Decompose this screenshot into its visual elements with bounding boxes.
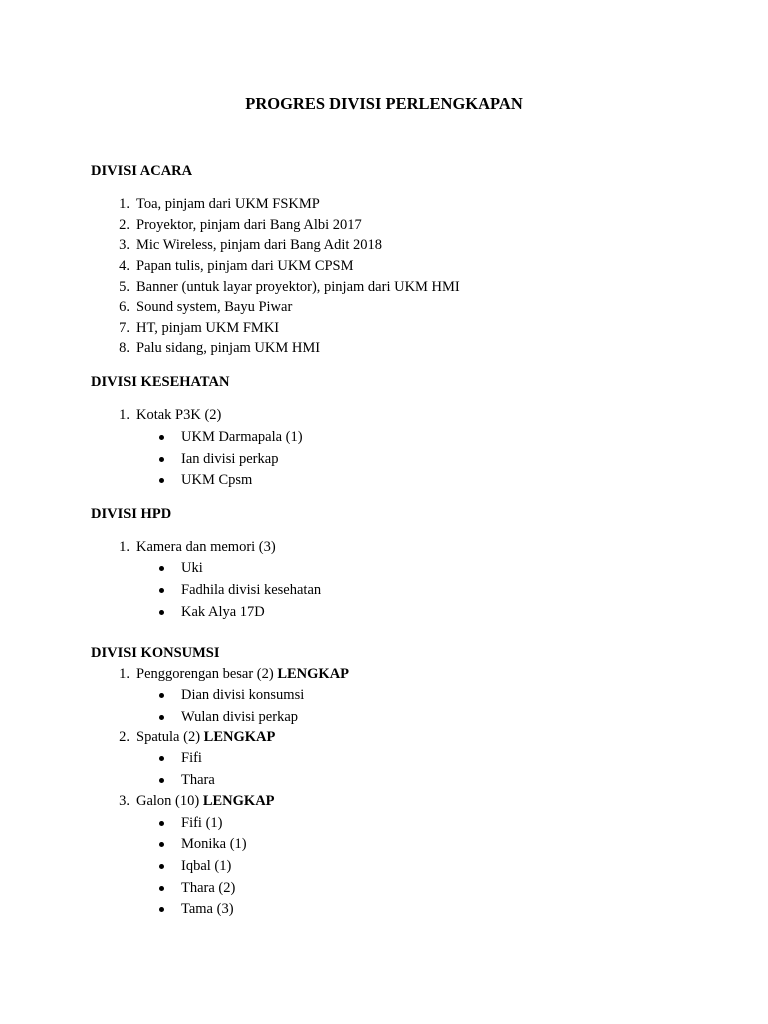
bullet-icon	[159, 821, 164, 826]
bullet-item	[0, 429, 768, 446]
list-item	[0, 666, 768, 683]
item-text: Papan tulis, pinjam dari UKM CPSM	[136, 258, 354, 274]
bullet-text: Thara (2)	[181, 880, 236, 896]
list-item	[0, 258, 768, 275]
item-number: 1.	[119, 666, 130, 682]
bullet-icon	[159, 715, 164, 720]
item-number: 5.	[119, 279, 130, 295]
item-text: Proyektor, pinjam dari Bang Albi 2017	[136, 217, 362, 233]
bullet-item	[0, 709, 768, 726]
item-text: Penggorengan besar (2)	[136, 666, 274, 682]
bullet-item	[0, 582, 768, 599]
bullet-text: Fifi (1)	[181, 815, 223, 831]
bullet-icon	[159, 864, 164, 869]
bullet-text: Fifi	[181, 750, 202, 766]
item-number: 1.	[119, 539, 130, 555]
section-heading-konsumsi: DIVISI KONSUMSI	[91, 645, 220, 661]
item-text: Sound system, Bayu Piwar	[136, 299, 293, 315]
bullet-icon	[159, 588, 164, 593]
bullet-text: Fadhila divisi kesehatan	[181, 582, 322, 598]
item-text: Kotak P3K (2)	[136, 407, 222, 423]
item-number: 2.	[119, 729, 130, 745]
item-text: HT, pinjam UKM FMKI	[136, 320, 280, 336]
bullet-text: Dian divisi konsumsi	[181, 687, 305, 703]
item-text: Kamera dan memori (3)	[136, 539, 276, 555]
bullet-icon	[159, 907, 164, 912]
bullet-item	[0, 880, 768, 897]
bullet-icon	[159, 478, 164, 483]
bullet-item	[0, 451, 768, 468]
item-text: Toa, pinjam dari UKM FSKMP	[136, 196, 320, 212]
bullet-icon	[159, 435, 164, 440]
bullet-text: Wulan divisi perkap	[181, 709, 298, 725]
bullet-text: Monika (1)	[181, 836, 247, 852]
section-heading-hpd: DIVISI HPD	[91, 506, 172, 522]
list-item	[0, 320, 768, 337]
status-label: LENGKAP	[203, 729, 276, 745]
bullet-text: Kak Alya 17D	[181, 604, 265, 620]
bullet-icon	[159, 610, 164, 615]
bullet-item	[0, 750, 768, 767]
item-text: Banner (untuk layar proyektor), pinjam dari UKM HMI	[136, 279, 460, 295]
item-number: 8.	[119, 340, 130, 356]
bullet-item	[0, 836, 768, 853]
item-text: Spatula (2)	[136, 729, 201, 745]
item-number: 3.	[119, 793, 130, 809]
list-item	[0, 237, 768, 254]
item-text-wrap	[136, 729, 275, 746]
item-text: Galon (10)	[136, 793, 200, 809]
item-text: Palu sidang, pinjam UKM HMI	[136, 340, 321, 356]
list-item	[0, 340, 768, 357]
list-item	[0, 217, 768, 234]
list-item	[0, 407, 768, 424]
bullet-icon	[159, 842, 164, 847]
bullet-item	[0, 560, 768, 577]
bullet-item	[0, 687, 768, 704]
item-number: 7.	[119, 320, 130, 336]
page-title: PROGRES DIVISI PERLENGKAPAN	[245, 94, 523, 113]
list-item	[0, 729, 768, 746]
bullet-icon	[159, 457, 164, 462]
bullet-text: Tama (3)	[181, 901, 234, 917]
status-label: LENGKAP	[202, 793, 275, 809]
status-label: LENGKAP	[277, 666, 350, 682]
bullet-item	[0, 815, 768, 832]
item-number: 1.	[119, 196, 130, 212]
bullet-text: UKM Cpsm	[181, 472, 253, 488]
bullet-item	[0, 472, 768, 489]
section-heading-acara: DIVISI ACARA	[91, 163, 193, 179]
bullet-text: Thara	[181, 772, 215, 788]
bullet-item	[0, 901, 768, 918]
item-number: 1.	[119, 407, 130, 423]
item-text-wrap	[136, 793, 275, 810]
bullet-text: Ian divisi perkap	[181, 451, 279, 467]
bullet-text: Iqbal (1)	[181, 858, 232, 874]
bullet-icon	[159, 886, 164, 891]
bullet-item	[0, 604, 768, 621]
bullet-item	[0, 858, 768, 875]
bullet-icon	[159, 778, 164, 783]
bullet-text: Uki	[181, 560, 203, 576]
bullet-icon	[159, 566, 164, 571]
section-heading-kesehatan: DIVISI KESEHATAN	[91, 374, 230, 390]
list-item	[0, 793, 768, 810]
bullet-item	[0, 772, 768, 789]
bullet-icon	[159, 756, 164, 761]
list-item	[0, 539, 768, 556]
item-text-wrap	[136, 666, 349, 683]
item-text: Mic Wireless, pinjam dari Bang Adit 2018	[136, 237, 383, 253]
item-number: 6.	[119, 299, 130, 315]
item-number: 2.	[119, 217, 130, 233]
item-number: 4.	[119, 258, 130, 274]
list-item	[0, 279, 768, 296]
list-item	[0, 196, 768, 213]
item-number: 3.	[119, 237, 130, 253]
bullet-text: UKM Darmapala (1)	[181, 429, 303, 445]
bullet-icon	[159, 693, 164, 698]
list-item	[0, 299, 768, 316]
